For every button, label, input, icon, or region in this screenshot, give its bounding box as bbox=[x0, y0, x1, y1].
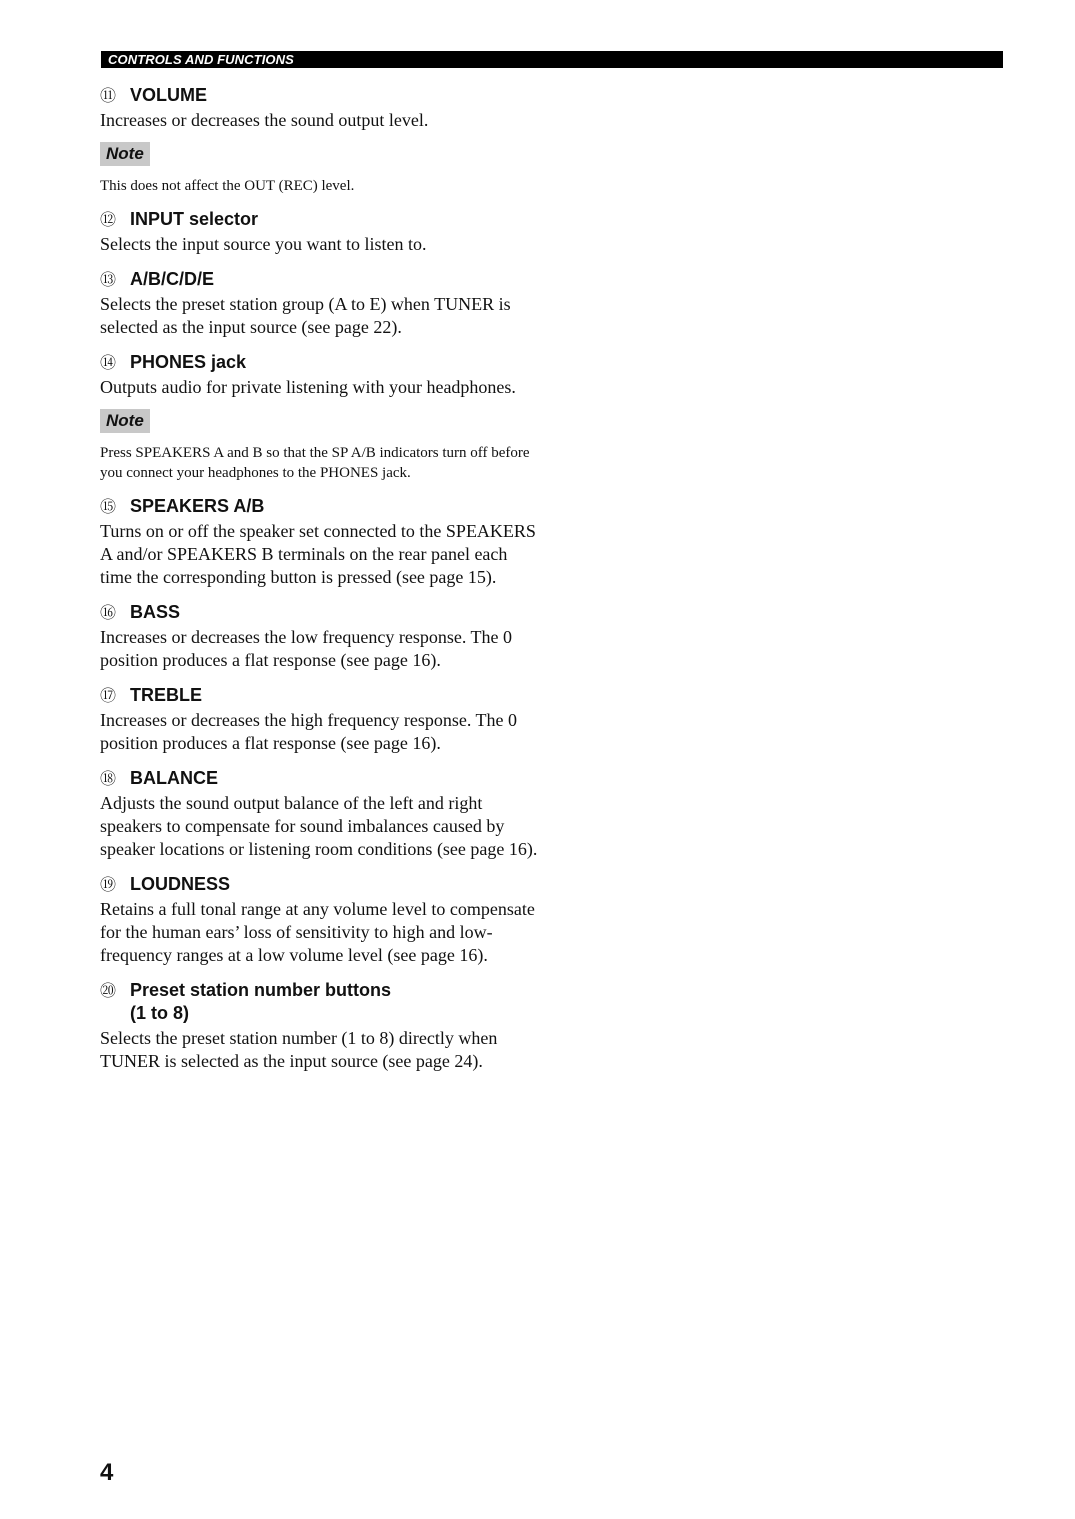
item-description: Selects the input source you want to listen to. bbox=[100, 234, 427, 254]
item-title: BALANCE bbox=[130, 768, 218, 788]
note-text: This does not affect the OUT (REC) level. bbox=[100, 178, 355, 194]
item-title: PHONES jack bbox=[130, 352, 247, 372]
item-number: ⑱ bbox=[100, 769, 117, 788]
item-number: ⑬ bbox=[100, 270, 117, 289]
note-text: Press SPEAKERS A and B so that the SP A/B indicators turn off before you connect your headphones to the PHONES jack. bbox=[100, 445, 530, 481]
item-preset-group bbox=[100, 268, 540, 339]
item-title: INPUT selector bbox=[130, 209, 259, 229]
item-phones-jack bbox=[100, 351, 540, 399]
item-number: ⑰ bbox=[100, 686, 117, 705]
item-number: ⑯ bbox=[100, 603, 117, 622]
item-title: SPEAKERS A/B bbox=[130, 496, 265, 516]
item-description: Increases or decreases the sound output level. bbox=[100, 110, 429, 130]
item-number: ⑳ bbox=[100, 981, 117, 1000]
item-description: Selects the preset station number (1 to 8) directly when TUNER is selected as the input source (see page 24). bbox=[100, 1028, 498, 1071]
item-description: Increases or decreases the low frequency response. The 0 position produces a flat response (see page 16). bbox=[100, 627, 512, 670]
item-bass bbox=[100, 601, 540, 672]
item-title: TREBLE bbox=[130, 685, 202, 705]
item-description: Selects the preset station group (A to E) when TUNER is selected as the input source (see page 22). bbox=[100, 294, 511, 337]
content-column bbox=[100, 84, 540, 1073]
item-description: Turns on or off the speaker set connected to the SPEAKERS A and/or SPEAKERS B terminals on the rear panel each time the corresponding button is pressed (see page 15). bbox=[100, 521, 536, 587]
item-treble bbox=[100, 684, 540, 755]
note-label: Note bbox=[100, 142, 150, 166]
item-preset-number-buttons bbox=[100, 979, 540, 1073]
item-title: Preset station number buttons bbox=[130, 980, 392, 1000]
item-title: A/B/C/D/E bbox=[130, 269, 215, 289]
item-speakers-ab bbox=[100, 495, 540, 589]
item-title: BASS bbox=[130, 602, 181, 622]
item-number: ⑲ bbox=[100, 875, 117, 894]
item-title: LOUDNESS bbox=[130, 874, 231, 894]
item-description: Outputs audio for private listening with your headphones. bbox=[100, 377, 516, 397]
item-description: Retains a full tonal range at any volume level to compensate for the human ears’ loss of sensitivity to high and low-frequency ranges at a low volume level (see page 16). bbox=[100, 899, 535, 965]
note-label: Note bbox=[100, 409, 150, 433]
item-description: Adjusts the sound output balance of the left and right speakers to compensate for sound imbalances caused by speaker locations or listening room conditions (see page 16). bbox=[100, 793, 538, 859]
item-balance bbox=[100, 767, 540, 861]
page-number: 4 bbox=[100, 1459, 114, 1486]
section-title: CONTROLS AND FUNCTIONS bbox=[108, 52, 294, 67]
item-number: ⑮ bbox=[100, 497, 117, 516]
item-title-line2: (1 to 8) bbox=[130, 1003, 190, 1023]
item-description: Increases or decreases the high frequency response. The 0 position produces a flat response (see page 16). bbox=[100, 710, 517, 753]
section-header-bar bbox=[101, 51, 1003, 68]
item-title: VOLUME bbox=[130, 85, 208, 105]
item-volume bbox=[100, 84, 540, 132]
item-input-selector bbox=[100, 208, 540, 256]
item-loudness bbox=[100, 873, 540, 967]
item-number: ⑪ bbox=[100, 86, 117, 105]
item-number: ⑭ bbox=[100, 353, 117, 372]
item-number: ⑫ bbox=[100, 210, 117, 229]
